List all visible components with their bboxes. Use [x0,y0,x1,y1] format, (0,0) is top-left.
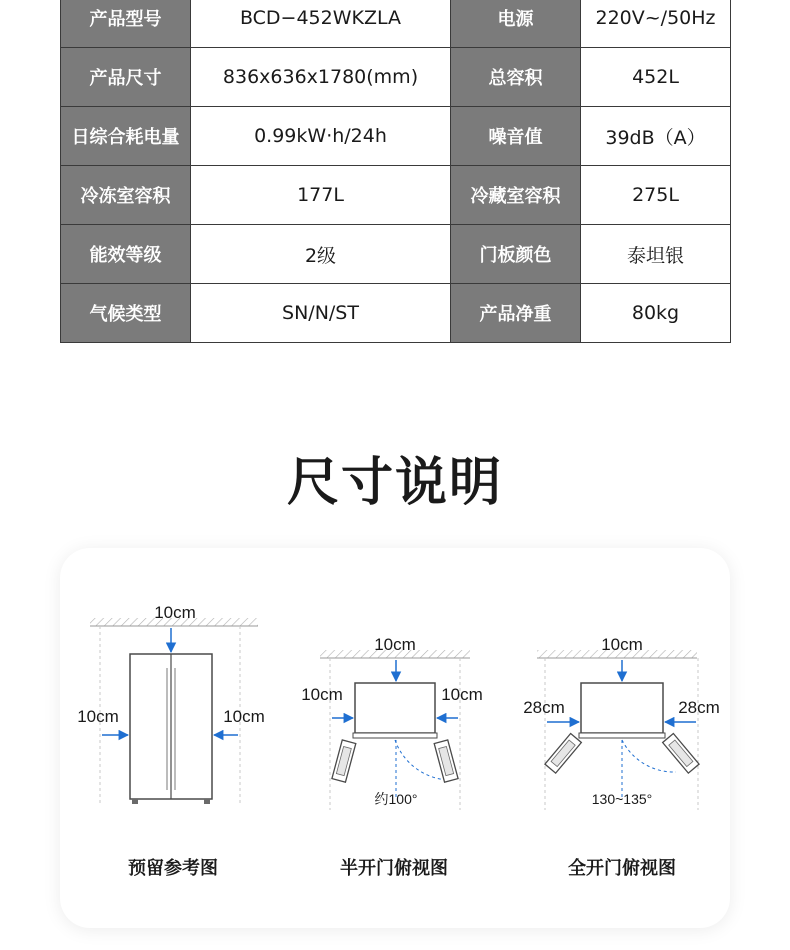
spec-label: 日综合耗电量 [61,107,191,166]
spec-label: 噪音值 [451,107,581,166]
gap-right-label: 10cm [223,707,265,726]
gap-top-label: 10cm [374,635,416,654]
spec-value: 2级 [191,225,451,284]
gap-right-label: 10cm [441,685,483,704]
spec-value: BCD−452WKZLA [191,0,451,48]
swing-angle-label: 130~135° [591,791,653,807]
fridge-foot [132,799,138,804]
fridge-top-view [355,683,435,733]
caption-reserve: 预留参考图 [128,858,218,879]
spec-label: 冷冻室容积 [61,166,191,225]
spec-label: 气候类型 [61,284,191,343]
spec-value: 0.99kW·h/24h [191,107,451,166]
door-hinge-bar [353,733,437,738]
spec-value: 80kg [581,284,731,343]
spec-label: 产品型号 [61,0,191,48]
gap-top-label: 10cm [154,603,196,622]
full-open-diagram [523,635,720,810]
door-hinge-bar [579,733,665,738]
door-open-left [545,734,581,774]
section-title: 尺寸说明 [286,453,503,513]
spec-value: 275L [581,166,731,225]
spec-label: 产品尺寸 [61,48,191,107]
gap-left-label: 10cm [77,707,119,726]
spec-value: 39dB（A） [581,107,731,166]
door-open-left [332,740,356,782]
spec-label: 总容积 [451,48,581,107]
swing-angle-label: 约100° [374,791,418,807]
reserve-diagram [77,603,265,805]
gap-left-label: 28cm [523,698,565,717]
gap-right-label: 28cm [678,698,720,717]
door-open-right [434,740,458,782]
door-open-right [663,734,699,774]
spec-label: 电源 [451,0,581,48]
spec-value: 177L [191,166,451,225]
spec-label: 门板颜色 [451,225,581,284]
spec-value: SN/N/ST [191,284,451,343]
spec-value: 836x636x1780(mm) [191,48,451,107]
spec-value: 220V~/50Hz [581,0,731,48]
fridge-top-view [581,683,663,733]
half-open-diagram [301,635,483,810]
spec-label: 冷藏室容积 [451,166,581,225]
spec-label: 产品净重 [451,284,581,343]
caption-half-open: 半开门俯视图 [340,858,448,879]
fridge-foot [204,799,210,804]
gap-top-label: 10cm [601,635,643,654]
caption-full-open: 全开门俯视图 [568,858,676,879]
spec-label: 能效等级 [61,225,191,284]
gap-left-label: 10cm [301,685,343,704]
spec-value: 452L [581,48,731,107]
spec-value: 泰坦银 [581,225,731,284]
